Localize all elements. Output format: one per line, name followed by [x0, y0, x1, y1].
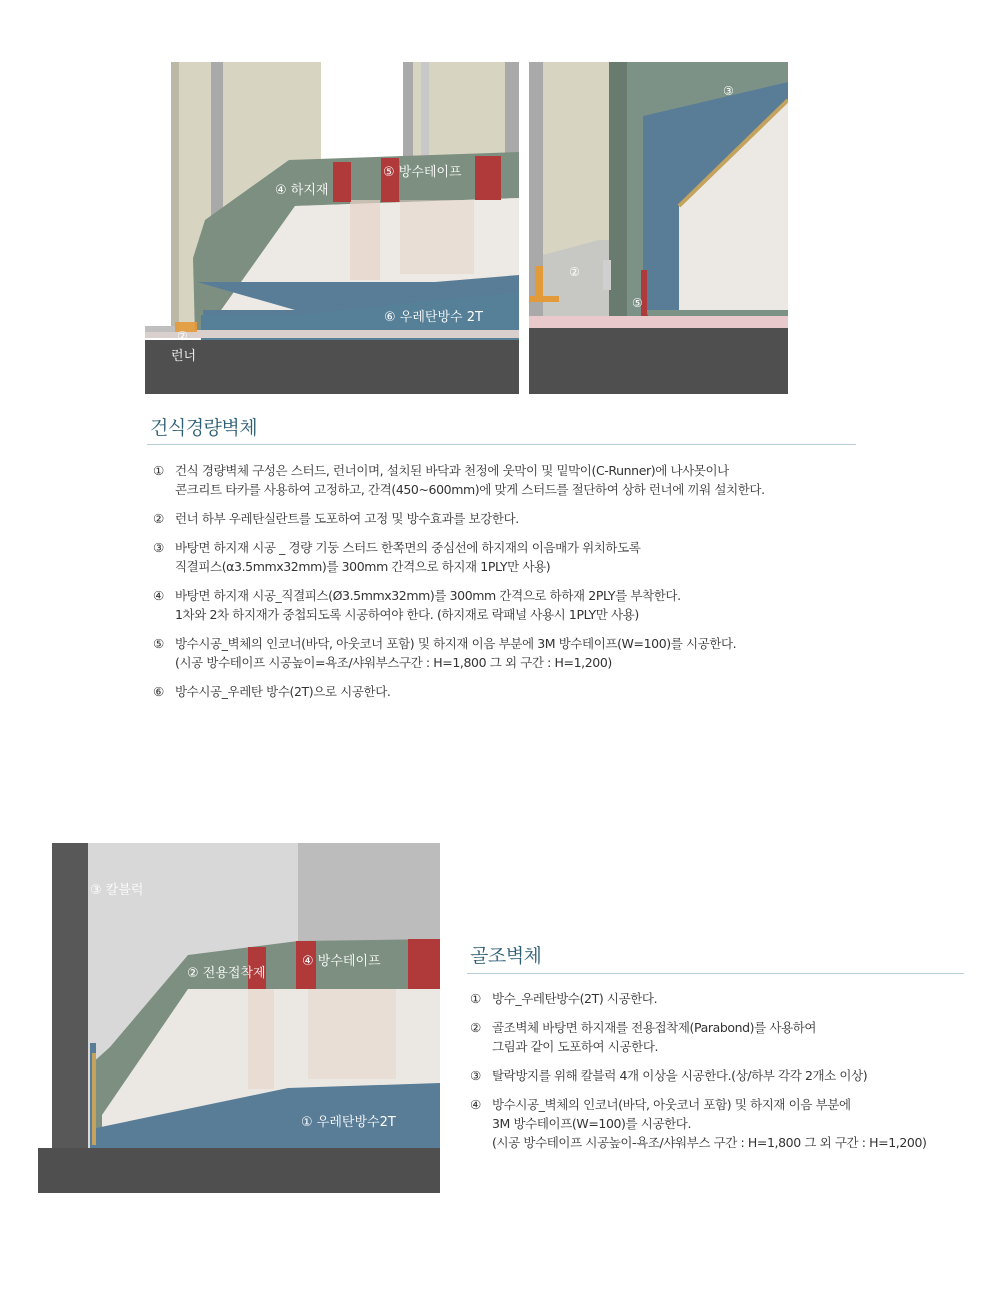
step-text: 런너 하부 우레탄실란트를 도포하여 고정 및 방수효과를 보강한다.	[175, 511, 519, 526]
list-item	[470, 1018, 970, 1056]
step-number: ③	[470, 1068, 481, 1083]
drywall-label-tape: ⑤ 방수테이프	[383, 165, 462, 180]
list-item	[153, 538, 873, 576]
step-number: ⑤	[153, 636, 164, 651]
step-text: 방수시공_벽체의 인코너(바닥, 아웃코너 포함) 및 하지재 이음 부분에 3M 방수테이프(W=100)를 시공한다.	[175, 636, 737, 651]
drywall-illustration-right	[529, 60, 788, 394]
step-number: ②	[470, 1020, 481, 1035]
section-divider-masonry	[467, 973, 964, 974]
masonry-label-tape: ④ 방수테이프	[302, 954, 381, 969]
step-text: 방수시공_벽체의 인코너(바닥, 아웃코너 포함) 및 하지재 이음 부분에	[492, 1097, 851, 1112]
drywall-steps	[153, 461, 873, 711]
drywall-label-runner: 런너	[171, 349, 197, 364]
drywall-illustration-left	[145, 60, 519, 394]
step-text: 바탕면 하지재 시공_직결피스(Ø3.5mmx32mm)를 300mm 간격으로 하하재 2PLY를 부착한다.	[175, 588, 681, 603]
list-item	[470, 1066, 970, 1085]
list-item	[153, 634, 873, 672]
step-text: 콘크리트 타카를 사용하여 고정하고, 간격(450~600mm)에 맞게 스터드를 절단하여 상하 런너에 끼워 설치한다.	[175, 482, 765, 497]
drywall-label-urethane: ⑥ 우레탄방수 2T	[384, 310, 483, 325]
step-number: ④	[470, 1097, 481, 1112]
list-item	[153, 461, 873, 499]
drywall-right-num5: ⑤	[632, 296, 643, 310]
step-text: (시공 방수테이프 시공높이=욕조/샤워부스구간 : H=1,800 그 외 구간 : H=1,200)	[175, 655, 612, 670]
step-text: 방수시공_우레탄 방수(2T)으로 시공한다.	[175, 684, 391, 699]
step-text: 바탕면 하지재 시공 _ 경량 기둥 스터드 한쪽면의 중심선에 하지재의 이음매가 위치하도록	[175, 540, 641, 555]
step-number: ①	[153, 463, 164, 478]
step-number: ⑥	[153, 684, 164, 699]
step-text: 그림과 같이 도포하여 시공한다.	[492, 1039, 659, 1054]
step-text: 탈락방지를 위해 칼블럭 4개 이상을 시공한다.(상/하부 각각 2개소 이상)	[492, 1068, 868, 1083]
step-text: 방수_우레탄방수(2T) 시공한다.	[492, 991, 658, 1006]
drywall-right-num2: ②	[569, 265, 580, 279]
list-item	[470, 989, 970, 1008]
masonry-label-adhesive: ② 전용접착제	[187, 966, 266, 981]
list-item	[470, 1095, 970, 1152]
list-item	[153, 509, 873, 528]
step-text: 건식 경량벽체 구성은 스터드, 런너이며, 설치된 바닥과 천정에 웃막이 및 밑막이(C-Runner)에 나사못이나	[175, 463, 729, 478]
step-number: ④	[153, 588, 164, 603]
section-title-drywall: 건식경량벽체	[150, 417, 258, 439]
step-text: 직결피스(α3.5mmx32mm)를 300mm 간격으로 하지재 1PLY만 사용)	[175, 559, 551, 574]
masonry-label-urethane: ① 우레탄방수2T	[301, 1115, 396, 1130]
step-text: 골조벽체 바탕면 하지재를 전용접착제(Parabond)를 사용하여	[492, 1020, 817, 1035]
step-number: ②	[153, 511, 164, 526]
step-number: ③	[153, 540, 164, 555]
drywall-label-sealant-num: ②	[177, 329, 188, 343]
masonry-steps	[470, 989, 970, 1162]
step-text: 3M 방수테이프(W=100)를 시공한다.	[492, 1116, 692, 1131]
step-number: ①	[470, 991, 481, 1006]
list-item	[153, 586, 873, 624]
step-text: 1차와 2차 하지재가 중첩되도록 시공하여야 한다. (하지재로 락패널 사용시 1PLY만 사용)	[175, 607, 639, 622]
masonry-label-block: ③ 칼블럭	[90, 883, 144, 898]
list-item	[153, 682, 873, 701]
section-divider-drywall	[147, 444, 856, 445]
section-title-masonry: 골조벽체	[470, 945, 542, 967]
step-text: (시공 방수테이프 시공높이-욕조/샤워부스 구간 : H=1,800 그 외 구간 : H=1,200)	[492, 1135, 927, 1150]
drywall-right-num3: ③	[723, 84, 734, 98]
drywall-label-subfloor: ④ 하지재	[275, 183, 329, 198]
